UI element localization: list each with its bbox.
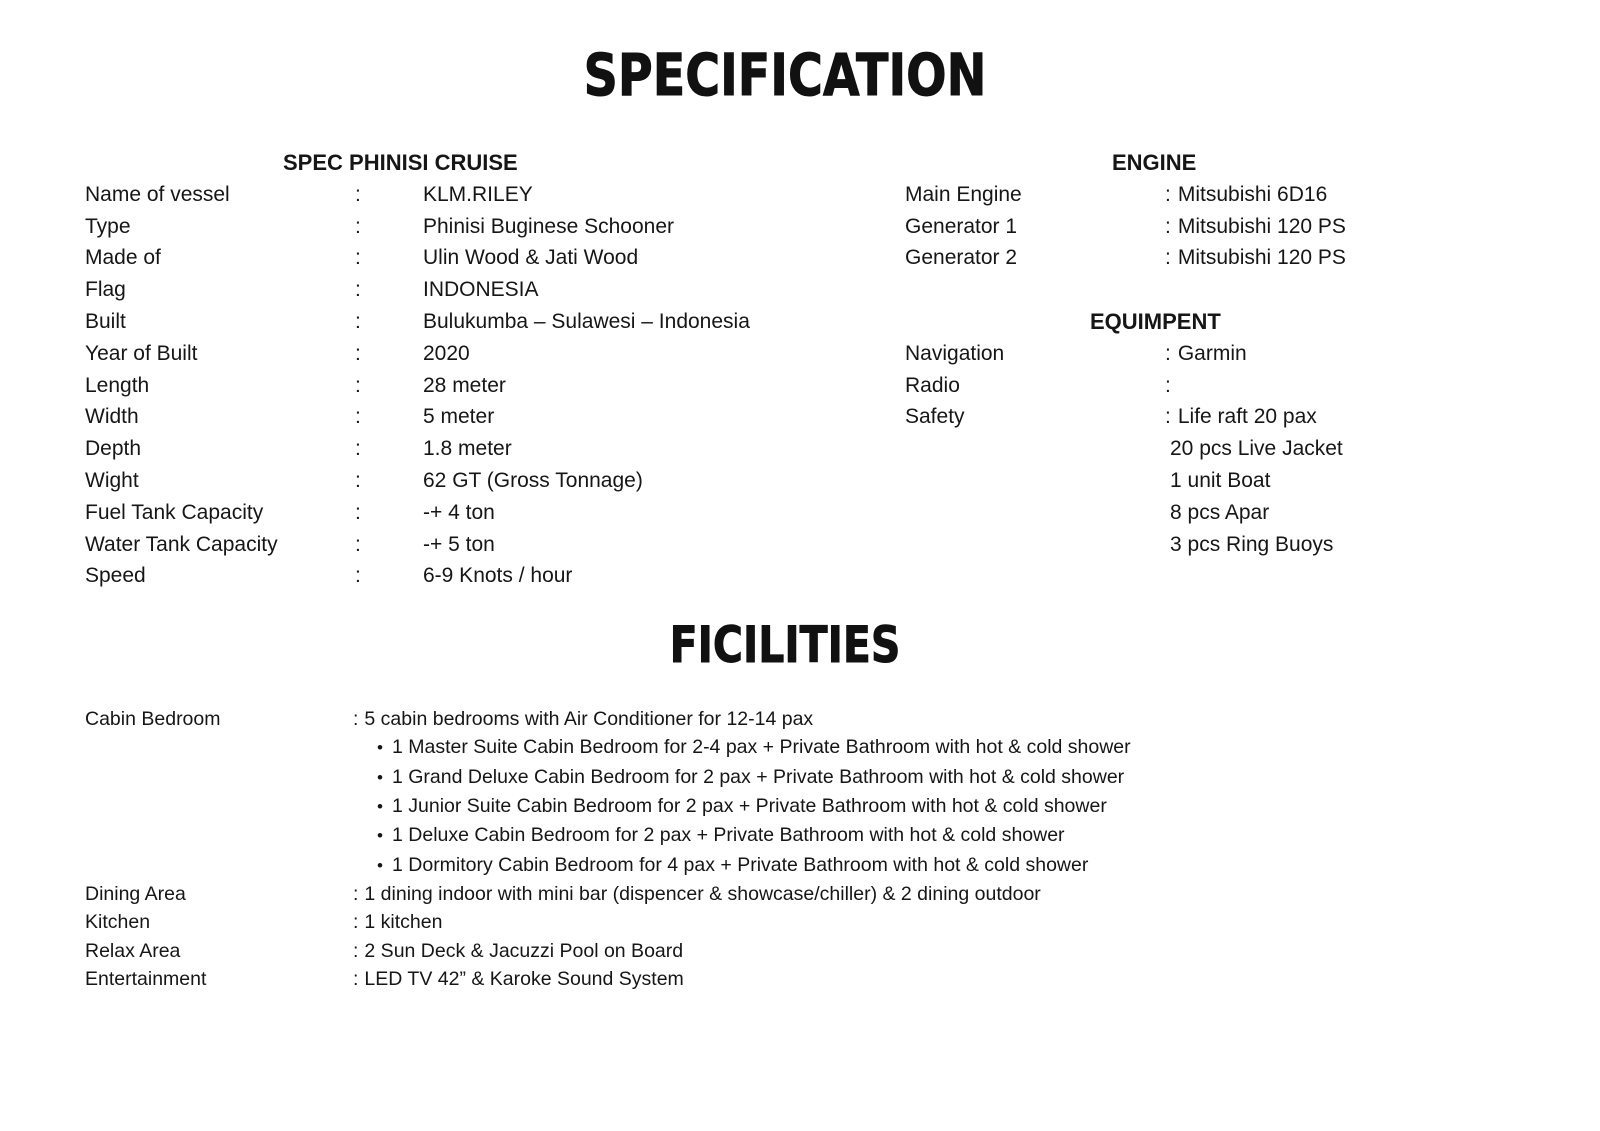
colon-separator: :: [1165, 214, 1171, 238]
cabin-bullet-item: [0, 763, 1600, 792]
safety-extra-item: 3 pcs Ring Buoys: [1170, 532, 1334, 556]
spec-row-depth: [85, 433, 820, 465]
spacer-row: [905, 274, 1600, 306]
bullet-icon: •: [377, 797, 383, 817]
bullet-icon: •: [377, 855, 383, 875]
engine-value-cell: [1165, 211, 1600, 243]
spec-value: 28 meter: [423, 373, 506, 397]
spec-value: 6-9 Knots / hour: [423, 564, 573, 588]
cabin-bullet-item: [0, 733, 1600, 762]
spec-label: Width: [85, 405, 139, 429]
spec-value: 1.8 meter: [423, 437, 512, 461]
colon-separator: :: [353, 967, 359, 990]
bullet-icon: •: [377, 738, 383, 758]
colon-separator: :: [1165, 182, 1171, 206]
spec-label: Depth: [85, 437, 142, 461]
engine-value-cell: [1165, 179, 1600, 211]
colon-separator: :: [1165, 373, 1171, 397]
colon-separator: :: [355, 500, 361, 524]
spec-section: [0, 147, 1600, 592]
spec-value: Bulukumba – Sulawesi – Indonesia: [423, 309, 750, 333]
colon-separator: :: [353, 882, 359, 905]
facility-row-entertainment: [0, 965, 1600, 993]
equipment-value: Life raft 20 pax: [1177, 405, 1317, 429]
engine-row-generator-1: [905, 211, 1600, 243]
facility-value-cell: [353, 880, 1600, 908]
engine-value: Mitsubishi 120 PS: [1177, 246, 1346, 270]
colon-separator: :: [353, 708, 359, 731]
bullet-icon: •: [377, 767, 383, 787]
facility-value: 1 dining indoor with mini bar (dispencer & showcase/chiller) & 2 dining outdoor: [364, 882, 1041, 905]
facility-row-cabin-bedroom: [0, 705, 1600, 733]
equipment-value-cell: [1165, 338, 1600, 370]
facility-value: LED TV 42” & Karoke Sound System: [364, 967, 684, 990]
spec-label: Fuel Tank Capacity: [85, 500, 264, 524]
spec-row-wight: [85, 465, 820, 497]
spec-label: Built: [85, 309, 126, 333]
equipment-value-cell: [1165, 401, 1600, 433]
spec-row-year-of-built: [85, 338, 820, 370]
equipment-label: Safety: [905, 405, 965, 429]
spec-value: 62 GT (Gross Tonnage): [423, 468, 643, 492]
facility-label: Relax Area: [85, 939, 181, 962]
colon-separator: :: [355, 309, 361, 333]
cabin-bullet-item: [0, 792, 1600, 821]
facility-value-cell: [353, 908, 1600, 936]
facility-value: 1 kitchen: [364, 911, 443, 934]
spec-value: KLM.RILEY: [423, 182, 533, 206]
bullet-text: 1 Master Suite Cabin Bedroom for 2-4 pax + Private Bathroom with hot & cold shower: [392, 736, 1131, 759]
spec-row-flag: [85, 274, 820, 306]
spec-row-speed: [85, 560, 820, 592]
facility-label: Dining Area: [85, 882, 186, 905]
spec-row-water-tank-capacity: [85, 529, 820, 561]
engine-value-cell: [1165, 242, 1600, 274]
engine-header: ENGINE: [1112, 150, 1197, 175]
colon-separator: :: [1165, 246, 1171, 270]
equipment-row-radio: [905, 370, 1600, 402]
spec-row-built: [85, 306, 820, 338]
spec-label: Name of vessel: [85, 182, 230, 206]
spec-left-column: [0, 147, 820, 592]
facility-label: Entertainment: [85, 967, 207, 990]
engine-row-generator-2: [905, 242, 1600, 274]
colon-separator: :: [355, 532, 361, 556]
equipment-value-cell: [1165, 370, 1600, 402]
engine-label: Generator 1: [905, 214, 1018, 238]
spec-value: Ulin Wood & Jati Wood: [423, 246, 639, 270]
equipment-header: EQUIMPENT: [1090, 308, 1221, 334]
spec-header: SPEC PHINISI CRUISE: [283, 150, 518, 175]
facility-row-kitchen: [0, 908, 1600, 936]
spec-row-type: [85, 211, 820, 243]
facilities-title: FICILITIES: [669, 616, 901, 675]
colon-separator: :: [355, 468, 361, 492]
spec-row-width: [85, 401, 820, 433]
equipment-row-safety: [905, 401, 1600, 433]
spec-row-made-of: [85, 242, 820, 274]
spec-label: Flag: [85, 278, 126, 302]
colon-separator: :: [1165, 405, 1171, 429]
equipment-label: Navigation: [905, 341, 1005, 365]
colon-separator: :: [1165, 341, 1171, 365]
bullet-text: 1 Deluxe Cabin Bedroom for 2 pax + Private Bathroom with hot & cold shower: [392, 824, 1065, 847]
spec-right-column: [820, 147, 1600, 592]
facility-label: Cabin Bedroom: [85, 708, 221, 731]
spec-label: Year of Built: [85, 341, 198, 365]
equipment-label: Radio: [905, 373, 960, 397]
cabin-bullet-item: [0, 821, 1600, 850]
spec-row-fuel-tank-capacity: [85, 497, 820, 529]
colon-separator: :: [355, 405, 361, 429]
spec-label: Made of: [85, 246, 161, 270]
bullet-text: 1 Grand Deluxe Cabin Bedroom for 2 pax + Private Bathroom with hot & cold shower: [392, 765, 1125, 788]
colon-separator: :: [353, 939, 359, 962]
spec-value: 5 meter: [423, 405, 495, 429]
spec-row-length: [85, 370, 820, 402]
engine-value: Mitsubishi 6D16: [1177, 182, 1328, 206]
spec-value: 2020: [423, 341, 470, 365]
equipment-row-navigation: [905, 338, 1600, 370]
colon-separator: :: [355, 341, 361, 365]
engine-value: Mitsubishi 120 PS: [1177, 214, 1346, 238]
colon-separator: :: [355, 278, 361, 302]
facility-value-cell: [353, 705, 1600, 733]
engine-label: Main Engine: [905, 182, 1022, 206]
colon-separator: :: [355, 246, 361, 270]
spec-label: Speed: [85, 564, 146, 588]
safety-extra-item: 20 pcs Live Jacket: [1170, 437, 1343, 461]
facility-value-cell: [353, 965, 1600, 993]
spec-value: INDONESIA: [423, 278, 539, 302]
safety-extra-item: 8 pcs Apar: [1170, 500, 1270, 524]
bullet-text: 1 Junior Suite Cabin Bedroom for 2 pax + Private Bathroom with hot & cold shower: [392, 795, 1107, 818]
engine-row-main-engine: [905, 179, 1600, 211]
colon-separator: :: [355, 214, 361, 238]
spec-label: Length: [85, 373, 150, 397]
colon-separator: :: [355, 373, 361, 397]
facilities-section: [0, 705, 1600, 993]
colon-separator: :: [355, 437, 361, 461]
colon-separator: :: [355, 182, 361, 206]
spec-value: Phinisi Buginese Schooner: [423, 214, 674, 238]
page-title: SPECIFICATION: [583, 41, 987, 109]
bullet-icon: •: [377, 826, 383, 846]
bullet-text: 1 Dormitory Cabin Bedroom for 4 pax + Private Bathroom with hot & cold shower: [392, 853, 1089, 876]
colon-separator: :: [353, 911, 359, 934]
spec-value: -+ 5 ton: [423, 532, 495, 556]
engine-label: Generator 2: [905, 246, 1018, 270]
facility-value: 5 cabin bedrooms with Air Conditioner for 12-14 pax: [364, 708, 814, 731]
spec-row-name-of-vessel: [85, 179, 820, 211]
safety-extra-item: 1 unit Boat: [1170, 468, 1271, 492]
spec-label: Type: [85, 214, 131, 238]
spec-label: Wight: [85, 468, 139, 492]
colon-separator: :: [355, 564, 361, 588]
facility-label: Kitchen: [85, 911, 151, 934]
facility-value: 2 Sun Deck & Jacuzzi Pool on Board: [364, 939, 684, 962]
equipment-value: Garmin: [1177, 341, 1247, 365]
facility-row-relax-area: [0, 937, 1600, 965]
facility-row-dining-area: [0, 880, 1600, 908]
spec-label: Water Tank Capacity: [85, 532, 278, 556]
spec-value: -+ 4 ton: [423, 500, 495, 524]
facility-value-cell: [353, 937, 1600, 965]
cabin-bullet-item: [0, 851, 1600, 880]
